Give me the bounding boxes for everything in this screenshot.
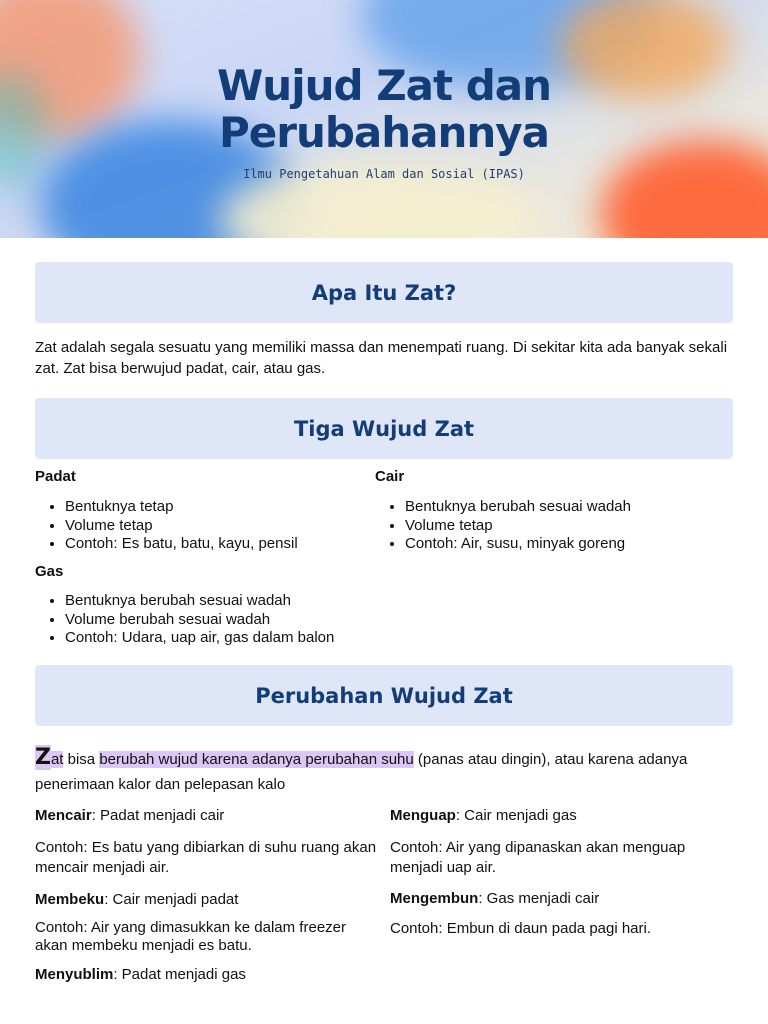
mencair-definition — [35, 806, 385, 826]
title-line-1: Wujud Zat dan — [216, 61, 551, 110]
mengembun-example: Contoh: Embun di daun pada pagi hari. — [390, 920, 652, 937]
padat-list — [35, 498, 298, 554]
term-desc: : Padat menjadi gas — [113, 966, 246, 983]
padat-title: Padat — [35, 468, 76, 485]
term-desc: : Gas menjadi cair — [478, 890, 600, 907]
intro-paragraph: Zat adalah segala sesuatu yang memiliki massa dan menempati ruang. Di sekitar kita ada banyak sekali zat. Zat bisa berwujud padat, cair, atau gas. — [35, 339, 728, 377]
list-item: • Contoh: Es batu, batu, kayu, pensil — [65, 535, 298, 554]
term: Mengembun — [390, 890, 479, 907]
list-item: • Contoh: Udara, uap air, gas dalam balon — [65, 629, 334, 648]
intro-text: (panas atau dingin), atau karena adanya penerimaan kalor dan pelepasan kalo — [35, 751, 688, 793]
term-desc: : Cair menjadi gas — [455, 807, 577, 824]
gas-title: Gas — [35, 563, 64, 580]
section-heading-box — [35, 665, 733, 726]
page-title — [0, 62, 768, 156]
section-heading-tiga-wujud: Tiga Wujud Zat — [293, 416, 475, 441]
membeku-example: Contoh: Air yang dimasukkan ke dalam freezer akan membeku menjadi es batu. — [35, 919, 346, 954]
term: Menyublim — [35, 966, 114, 983]
list-item: • Contoh: Air, susu, minyak goreng — [405, 535, 631, 554]
mengembun-definition — [390, 889, 735, 909]
list-item: • Bentuknya berubah sesuai wadah — [65, 592, 334, 611]
section-heading-box — [35, 398, 733, 459]
list-item: • Volume tetap — [65, 517, 298, 536]
term: Menguap — [390, 807, 456, 824]
term: Mencair — [35, 807, 92, 824]
list-item: • Volume tetap — [405, 517, 631, 536]
cair-title: Cair — [375, 468, 405, 485]
menguap-example: Contoh: Air yang dipanaskan akan menguap menjadi uap air. — [390, 839, 686, 876]
page-subtitle: Ilmu Pengetahuan Alam dan Sosial (IPAS) — [243, 167, 525, 181]
highlight-text: berubah wujud karena adanya perubahan suhu — [99, 751, 414, 768]
section-heading-box — [35, 262, 733, 323]
term-desc: : Cair menjadi padat — [104, 891, 239, 908]
intro-text: at — [50, 751, 64, 768]
intro-text: bisa — [63, 751, 100, 768]
section-heading-perubahan-wujud: Perubahan Wujud Zat — [255, 683, 513, 708]
gas-list — [35, 592, 334, 648]
title-line-2: Perubahannya — [218, 108, 550, 157]
list-item: • Bentuknya berubah sesuai wadah — [405, 498, 631, 517]
term: Membeku — [35, 891, 105, 908]
list-item: • Bentuknya tetap — [65, 498, 298, 517]
term-desc: : Padat menjadi cair — [91, 807, 225, 824]
list-item: • Volume berubah sesuai wadah — [65, 611, 334, 630]
perubahan-intro — [35, 745, 715, 797]
dropcap: Z — [35, 745, 51, 770]
menguap-definition — [390, 806, 735, 826]
section-heading-apa-itu-zat: Apa Itu Zat? — [311, 280, 457, 305]
cair-list — [375, 498, 631, 554]
mencair-example: Contoh: Es batu yang dibiarkan di suhu ruang akan mencair menjadi air. — [35, 839, 377, 876]
membeku-definition — [35, 890, 385, 910]
header-banner — [0, 0, 768, 238]
menyublim-definition — [35, 965, 385, 985]
